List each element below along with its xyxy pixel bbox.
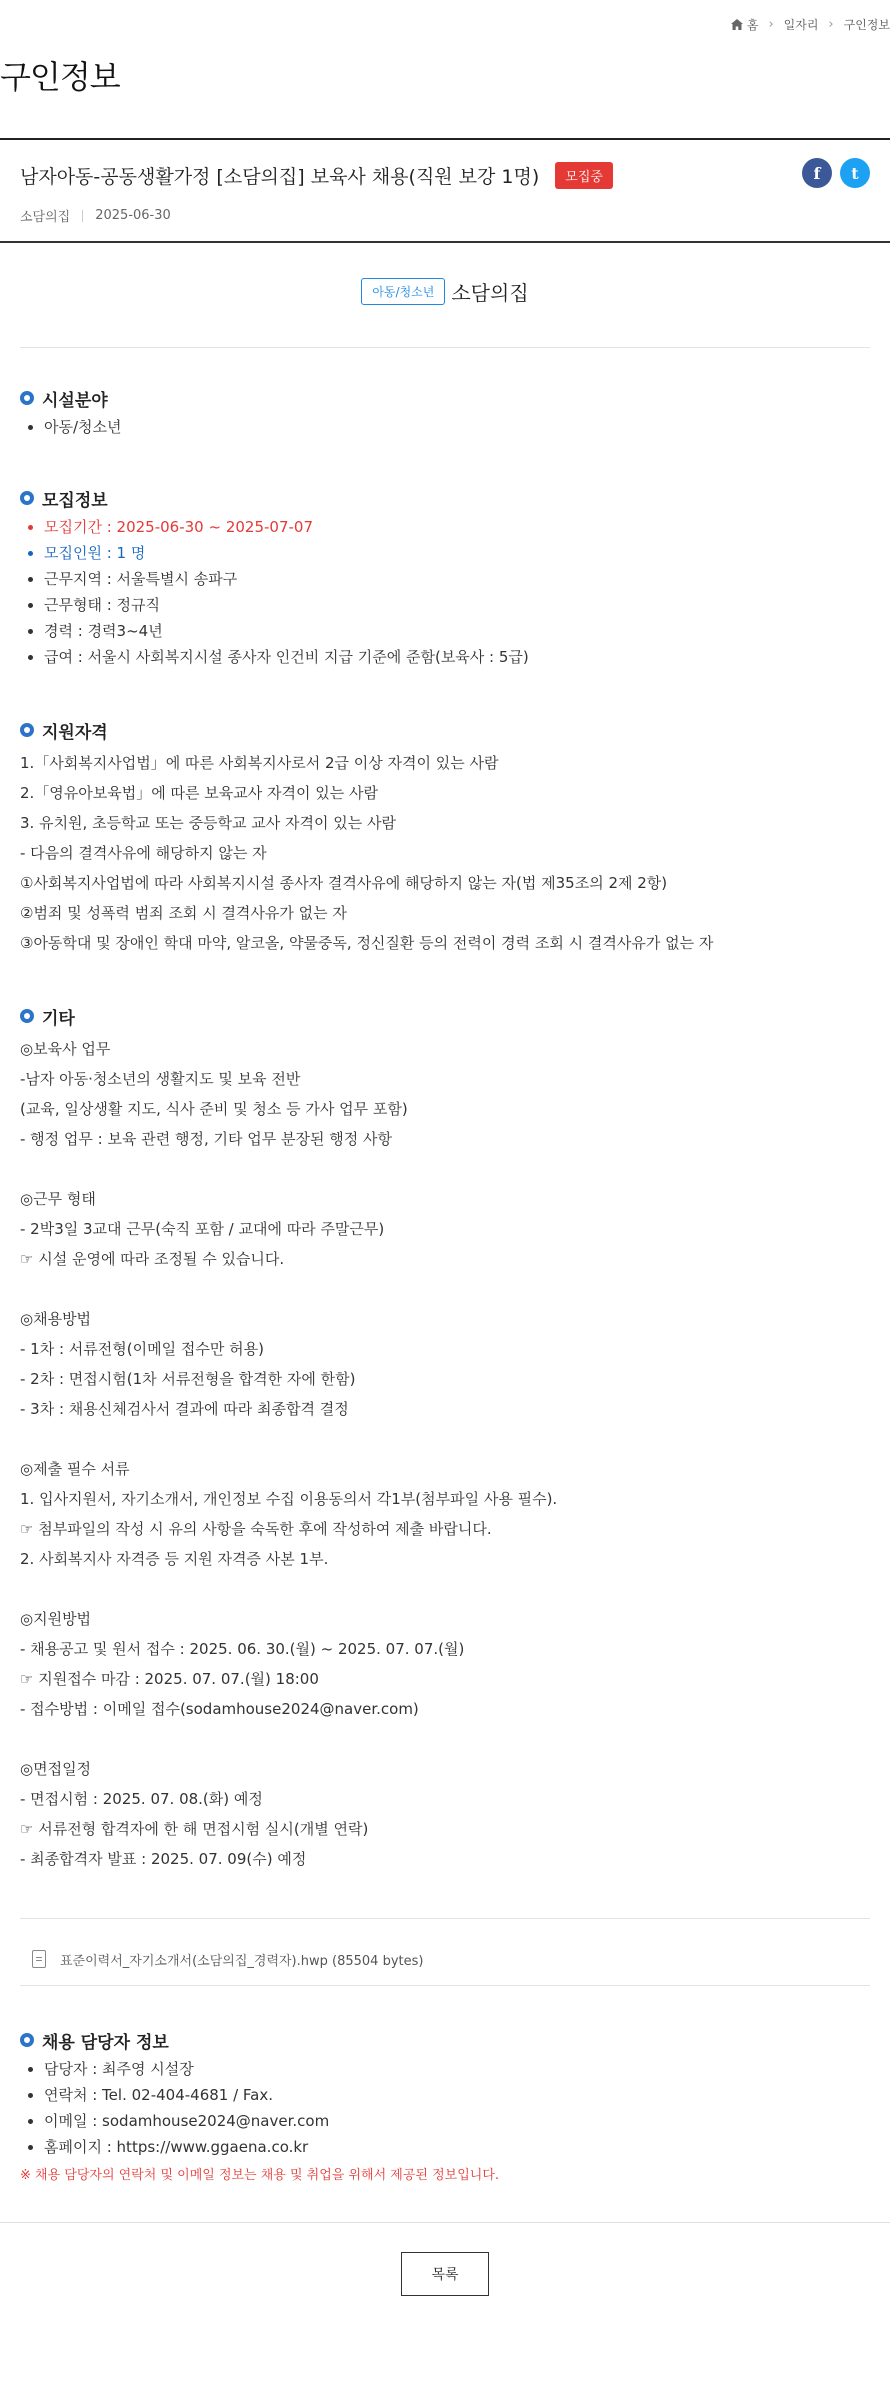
org-name: 소담의집	[451, 281, 529, 305]
section-heading: 기타	[20, 1002, 870, 1030]
post-header	[0, 140, 890, 240]
text-line: - 2차 : 면접시험(1차 서류전형을 합격한 자에 한함)	[20, 1370, 356, 1388]
recruit-career: • 경력 : 경력3~4년	[44, 618, 870, 644]
text-line: ☞ 지원접수 마감 : 2025. 07. 07.(월) 18:00	[20, 1670, 319, 1688]
divider	[0, 2222, 890, 2223]
text-line: ◎근무 형태	[20, 1190, 96, 1208]
category-tag: 아동/청소년	[361, 278, 445, 305]
bullet-circle-icon	[20, 391, 34, 405]
text-line: ◎지원방법	[20, 1610, 92, 1628]
file-icon	[32, 1950, 46, 1968]
text-line: - 다음의 결격사유에 해당하지 않는 자	[20, 844, 267, 862]
bullet-circle-icon	[20, 1009, 34, 1023]
contact-homepage: • 홈페이지 : https://www.ggaena.co.kr	[44, 2134, 870, 2160]
spacer	[20, 1424, 870, 1454]
divider	[0, 241, 890, 243]
text-line: - 채용공고 및 원서 접수 : 2025. 06. 30.(월) ~ 2025. 07. 07.(월)	[20, 1640, 465, 1658]
spacer	[20, 1274, 870, 1304]
bullet-circle-icon	[20, 723, 34, 737]
text-line: ◎보육사 업무	[20, 1040, 111, 1058]
spacer	[20, 1724, 870, 1754]
contact-phone: • 연락처 : Tel. 02-404-4681 / Fax.	[44, 2082, 870, 2108]
page-title: 구인정보	[0, 58, 120, 96]
section-heading: 채용 담당자 정보	[20, 2026, 870, 2054]
breadcrumb-current[interactable]: 구인정보	[843, 18, 890, 32]
list-item: • 아동/청소년	[44, 414, 870, 440]
status-badge: 모집중	[555, 162, 613, 189]
home-icon	[731, 19, 743, 30]
section-heading: 모집정보	[20, 484, 870, 512]
text-line: ◎제출 필수 서류	[20, 1460, 130, 1478]
text-line: (교육, 일상생활 지도, 식사 준비 및 청소 등 가사 업무 포함)	[20, 1100, 408, 1118]
text-line: - 접수방법 : 이메일 접수(sodamhouse2024@naver.com)	[20, 1700, 419, 1718]
text-line: ◎면접일정	[20, 1760, 92, 1778]
recruit-salary: • 급여 : 서울시 사회복지시설 종사자 인건비 지급 기준에 준함(보육사 : 5급)	[44, 644, 870, 670]
attachment-link[interactable]: 표준이력서_자기소개서(소담의집_경력자).hwp (85504 bytes)	[60, 1953, 424, 1969]
text-line: -남자 아동·청소년의 생활지도 및 보육 전반	[20, 1070, 301, 1088]
section-facility	[20, 384, 870, 440]
text-line: 2. 사회복지사 자격증 등 지원 자격증 사본 1부.	[20, 1550, 329, 1568]
org-line	[0, 277, 890, 306]
bullet-circle-icon	[20, 491, 34, 505]
breadcrumb-home-label: 홈	[746, 18, 759, 32]
section-contact	[20, 2026, 870, 2183]
recruit-region: • 근무지역 : 서울특별시 송파구	[44, 566, 870, 592]
chevron-right-icon: ›	[828, 17, 834, 32]
text-line: ②범죄 및 성폭력 범죄 조회 시 결격사유가 없는 자	[20, 904, 347, 922]
text-line: ☞ 서류전형 합격자에 한 해 면접시험 실시(개별 연락)	[20, 1820, 369, 1838]
contact-email: • 이메일 : sodamhouse2024@naver.com	[44, 2108, 870, 2134]
divider	[82, 210, 83, 222]
section-etc	[20, 1002, 870, 1874]
spacer	[20, 1154, 870, 1184]
breadcrumb-home[interactable]	[731, 16, 759, 33]
text-line: - 3차 : 채용신체검사서 결과에 따라 최종합격 결정	[20, 1400, 349, 1418]
recruit-period: • 모집기간 : 2025-06-30 ~ 2025-07-07	[44, 514, 870, 540]
breadcrumb-jobs[interactable]: 일자리	[783, 18, 819, 32]
section-heading: 시설분야	[20, 384, 870, 412]
facebook-share-button[interactable]: f	[802, 158, 832, 188]
text-line: 1. 입사지원서, 자기소개서, 개인정보 수집 이용동의서 각1부(첨부파일 사용 필수).	[20, 1490, 558, 1508]
contact-list	[20, 2056, 870, 2160]
text-line: - 2박3일 3교대 근무(숙직 포함 / 교대에 따라 주말근무)	[20, 1220, 385, 1238]
spacer	[20, 1574, 870, 1604]
etc-text	[20, 1034, 870, 1874]
divider	[20, 347, 870, 348]
post-meta	[20, 206, 171, 225]
list-button[interactable]: 목록	[401, 2252, 489, 2296]
recruit-list	[20, 514, 870, 670]
section-qualify	[20, 716, 870, 958]
text-line: 3. 유치원, 초등학교 또는 중등학교 교사 자격이 있는 사람	[20, 814, 397, 832]
contact-manager: • 담당자 : 최주영 시설장	[44, 2056, 870, 2082]
recruit-headcount: • 모집인원 : 1 명	[44, 540, 870, 566]
recruit-type: • 근무형태 : 정규직	[44, 592, 870, 618]
qualify-text	[20, 748, 870, 958]
contact-notice: ※ 채용 담당자의 연락처 및 이메일 정보는 채용 및 취업을 위해서 제공된 정보입니다.	[20, 2168, 500, 2183]
text-line: 2.「영유아보육법」에 따른 보육교사 자격이 있는 사람	[20, 784, 378, 802]
breadcrumb	[731, 16, 890, 33]
post-title-row	[20, 162, 613, 189]
divider	[20, 1918, 870, 1919]
text-line: ③아동학대 및 장애인 학대 마약, 알코올, 약물중독, 정신질환 등의 전력이 경력 조회 시 결격사유가 없는 자	[20, 934, 714, 952]
twitter-share-button[interactable]: t	[840, 158, 870, 188]
text-line: 1.「사회복지사업법」에 따른 사회복지사로서 2급 이상 자격이 있는 사람	[20, 754, 499, 772]
post-title: 남자아동-공동생활가정 [소담의집] 보육사 채용(직원 보강 1명)	[20, 166, 540, 188]
text-line: ☞ 시설 운영에 따라 조정될 수 있습니다.	[20, 1250, 285, 1268]
divider	[20, 1985, 870, 1986]
text-line: - 면접시험 : 2025. 07. 08.(화) 예정	[20, 1790, 263, 1808]
facility-list	[20, 414, 870, 440]
post-date: 2025-06-30	[95, 208, 171, 223]
text-line: - 행정 업무 : 보육 관련 행정, 기타 업무 분장된 행정 사항	[20, 1130, 392, 1148]
text-line: ◎채용방법	[20, 1310, 92, 1328]
share-buttons	[802, 158, 870, 188]
attachment-row	[20, 1930, 870, 1988]
text-line: - 1차 : 서류전형(이메일 접수만 허용)	[20, 1340, 264, 1358]
chevron-right-icon: ›	[768, 17, 774, 32]
section-recruit	[20, 484, 870, 670]
text-line: ☞ 첨부파일의 작성 시 유의 사항을 숙독한 후에 작성하여 제출 바랍니다.	[20, 1520, 492, 1538]
post-content	[20, 384, 870, 1874]
bullet-circle-icon	[20, 2033, 34, 2047]
section-heading: 지원자격	[20, 716, 870, 744]
text-line: ①사회복지사업법에 따라 사회복지시설 종사자 결격사유에 해당하지 않는 자(법 제35조의 2제 2항)	[20, 874, 668, 892]
post-org: 소담의집	[20, 210, 71, 225]
text-line: - 최종합격자 발표 : 2025. 07. 09(수) 예정	[20, 1850, 307, 1868]
